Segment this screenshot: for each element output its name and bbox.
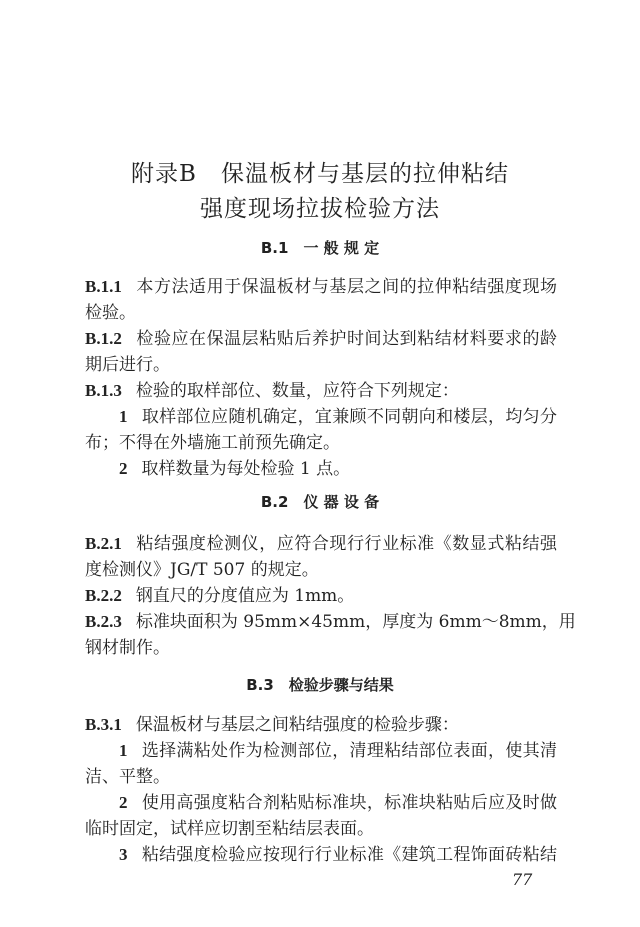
clause-b-3-1-item-1-cont: 洁、平整。 [85,767,170,787]
clause-number: B.1.1 [85,277,122,296]
clause-b-1-3-item-2 [85,454,557,479]
clause-b-2-2 [85,581,557,606]
clause-number: B.2.1 [85,534,122,553]
page-number: 77 [512,870,533,889]
clause-b-2-3-cont: 钢材制作。 [85,638,170,658]
clause-b-1-3-item-1-cont: 布；不得在外墙施工前预先确定。 [85,433,340,453]
clause-text: 保温板材与基层之间粘结强度的检验步骤： [135,715,459,735]
clause-text: 钢直尺的分度值应为 1mm。 [135,586,355,606]
item-number: 3 [119,845,128,864]
clause-b-3-1-item-3 [85,840,557,865]
clause-b-1-1 [85,272,557,297]
clause-text: 标准块面积为 95mm×45mm，厚度为 6mm～8mm，用 [135,612,576,632]
clause-b-3-1-item-2-cont: 临时固定，试样应切割至粘结层表面。 [85,819,374,839]
item-text: 粘结强度检验应按现行行业标准《建筑工程饰面砖粘结 [141,845,557,865]
clause-b-2-3 [85,607,576,632]
section-heading-b2: B.2 仪 器 设 备 [260,493,380,511]
clause-text: 粘结强度检测仪，应符合现行行业标准《数显式粘结强 [135,534,557,554]
clause-number: B.2.2 [85,586,122,605]
appendix-title-line-2: 强度现场拉拔检验方法 [200,196,440,222]
appendix-title-line-1: 附录B 保温板材与基层的拉伸粘结 [131,161,509,187]
section-heading-b1: B.1 一 般 规 定 [260,239,380,257]
clause-b-1-3 [85,376,557,401]
clause-b-1-2 [85,324,557,349]
item-number: 2 [119,793,128,812]
clause-text: 检验应在保温层粘贴后养护时间达到粘结材料要求的龄 [135,329,557,349]
clause-number: B.1.2 [85,329,122,348]
clause-text: 检验的取样部位、数量，应符合下列规定： [135,381,459,401]
item-text: 取样部位应随机确定，宜兼顾不同朝向和楼层，均匀分 [141,407,557,427]
item-text: 使用高强度粘合剂粘贴标准块，标准块粘贴后应及时做 [141,793,557,813]
clause-number: B.2.3 [85,612,122,631]
item-number: 1 [119,407,128,426]
section-heading-b3: B.3 检验步骤与结果 [246,676,394,694]
clause-b-3-1-item-2 [85,788,557,813]
clause-b-3-1-item-1 [85,736,557,761]
clause-b-1-1-cont: 检验。 [85,303,136,323]
clause-text: 本方法适用于保温板材与基层之间的拉伸粘结强度现场 [135,277,557,297]
clause-b-2-1 [85,529,557,554]
item-text: 选择满粘处作为检测部位，清理粘结部位表面，使其清 [141,741,557,761]
clause-b-1-3-item-1 [85,402,557,427]
clause-b-3-1 [85,710,557,735]
item-text: 取样数量为每处检验 1 点。 [141,459,351,479]
clause-number: B.1.3 [85,381,122,400]
item-number: 2 [119,459,128,478]
clause-b-1-2-cont: 期后进行。 [85,355,170,375]
clause-b-2-1-cont: 度检测仪》JG/T 507 的规定。 [85,560,319,580]
item-number: 1 [119,741,128,760]
clause-number: B.3.1 [85,715,122,734]
